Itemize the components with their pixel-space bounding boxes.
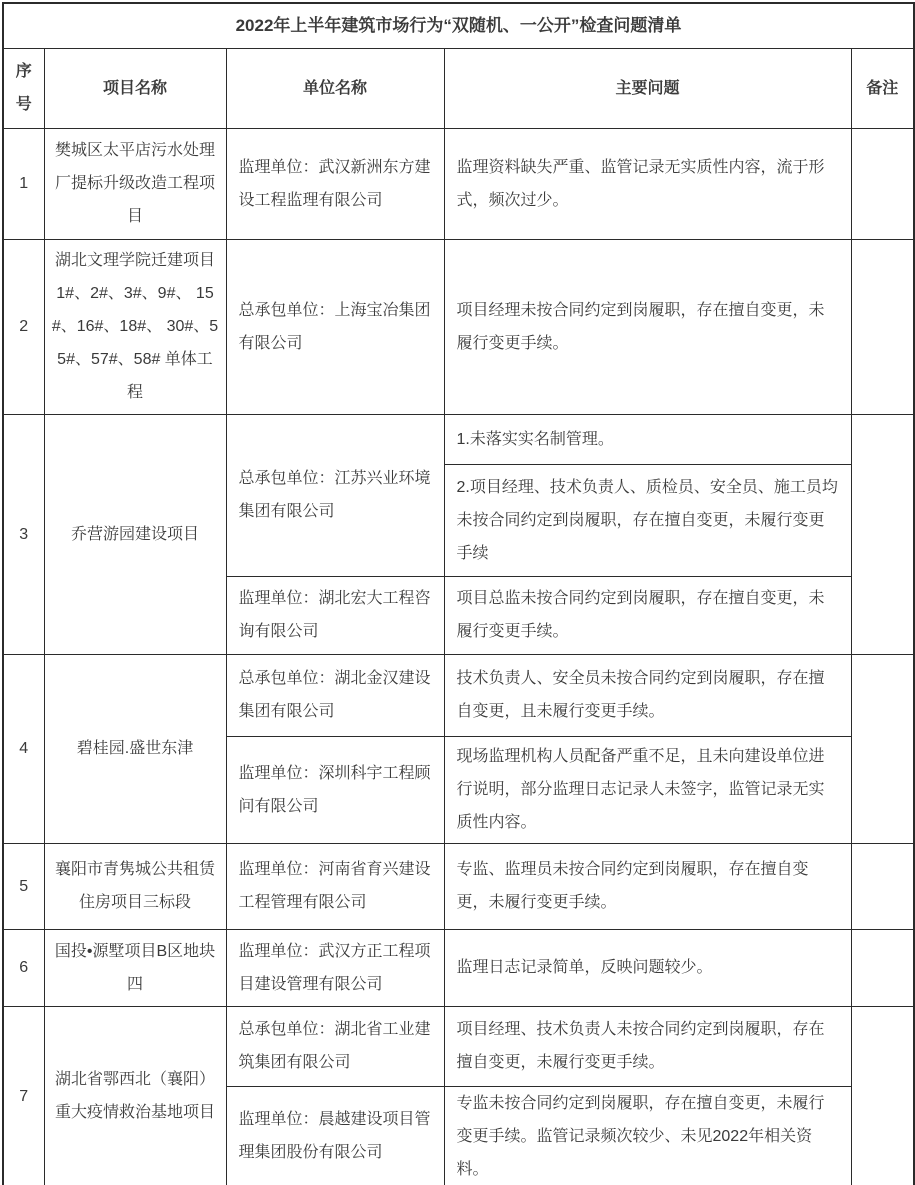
column-header-unit: 单位名称: [226, 48, 444, 128]
column-header-project: 项目名称: [44, 48, 226, 128]
main-problem-cell: 项目经理、技术负责人未按合同约定到岗履职，存在擅自变更，未履行变更手续。: [444, 1006, 851, 1086]
seq-cell: 7: [3, 1006, 44, 1185]
unit-name-cell: 监理单位：武汉方正工程项目建设管理有限公司: [226, 929, 444, 1006]
main-problem-cell: 项目总监未按合同约定到岗履职，存在擅自变更，未履行变更手续。: [444, 576, 851, 654]
seq-cell: 2: [3, 239, 44, 414]
unit-name-cell: 监理单位：湖北宏大工程咨询有限公司: [226, 576, 444, 654]
remark-cell: [851, 239, 914, 414]
column-header-remark: 备注: [851, 48, 914, 128]
project-name-cell: 碧桂园.盛世东津: [44, 654, 226, 843]
project-name-cell: 乔营游园建设项目: [44, 414, 226, 654]
main-problem-cell: 项目经理未按合同约定到岗履职，存在擅自变更，未履行变更手续。: [444, 239, 851, 414]
main-problem-cell: 监理日志记录简单，反映问题较少。: [444, 929, 851, 1006]
table-row: [3, 1006, 914, 1086]
unit-name-cell: 监理单位：深圳科宇工程顾问有限公司: [226, 736, 444, 843]
remark-cell: [851, 1006, 914, 1185]
unit-name-cell: 总承包单位：湖北省工业建筑集团有限公司: [226, 1006, 444, 1086]
main-problem-cell: 2.项目经理、技术负责人、质检员、安全员、施工员均未按合同约定到岗履职，存在擅自变更，未履行变更手续: [444, 464, 851, 576]
table-row: [3, 239, 914, 414]
table-row: [3, 654, 914, 736]
column-header-problem: 主要问题: [444, 48, 851, 128]
project-name-cell: 湖北省鄂西北（襄阳）重大疫情救治基地项目: [44, 1006, 226, 1185]
main-problem-cell: 监理资料缺失严重、监管记录无实质性内容，流于形式，频次过少。: [444, 128, 851, 239]
seq-cell: 1: [3, 128, 44, 239]
project-name-cell: 国投•源墅项目B区地块四: [44, 929, 226, 1006]
seq-cell: 6: [3, 929, 44, 1006]
main-problem-cell: 专监、监理员未按合同约定到岗履职，存在擅自变更，未履行变更手续。: [444, 843, 851, 929]
remark-cell: [851, 929, 914, 1006]
column-header-seq: 序号: [3, 48, 44, 128]
table-row: [3, 929, 914, 1006]
project-name-cell: 湖北文理学院迁建项目 1#、2#、3#、9#、 15#、16#、18#、 30#、55#、57#、58# 单体工程: [44, 239, 226, 414]
remark-cell: [851, 414, 914, 654]
unit-name-cell: 监理单位：晨越建设项目管理集团股份有限公司: [226, 1086, 444, 1185]
table-title: 2022年上半年建筑市场行为“双随机、一公开”检查问题清单: [3, 3, 914, 48]
unit-name-cell: 总承包单位：江苏兴业环境集团有限公司: [226, 414, 444, 576]
inspection-issues-table: [2, 2, 915, 1185]
table-row: [3, 128, 914, 239]
table-row: [3, 843, 914, 929]
remark-cell: [851, 843, 914, 929]
project-name-cell: 襄阳市青隽城公共租赁住房项目三标段: [44, 843, 226, 929]
table-row: [3, 414, 914, 464]
seq-cell: 3: [3, 414, 44, 654]
main-problem-cell: 现场监理机构人员配备严重不足，且未向建设单位进行说明，部分监理日志记录人未签字，监管记录无实质性内容。: [444, 736, 851, 843]
unit-name-cell: 总承包单位：湖北金汉建设集团有限公司: [226, 654, 444, 736]
project-name-cell: 樊城区太平店污水处理厂提标升级改造工程项目: [44, 128, 226, 239]
remark-cell: [851, 128, 914, 239]
unit-name-cell: 监理单位：武汉新洲东方建设工程监理有限公司: [226, 128, 444, 239]
main-problem-cell: 1.未落实实名制管理。: [444, 414, 851, 464]
seq-cell: 5: [3, 843, 44, 929]
main-problem-cell: 专监未按合同约定到岗履职，存在擅自变更，未履行变更手续。监管记录频次较少、未见2022年相关资料。: [444, 1086, 851, 1185]
remark-cell: [851, 654, 914, 843]
seq-cell: 4: [3, 654, 44, 843]
unit-name-cell: 总承包单位：上海宝冶集团有限公司: [226, 239, 444, 414]
unit-name-cell: 监理单位：河南省育兴建设工程管理有限公司: [226, 843, 444, 929]
main-problem-cell: 技术负责人、安全员未按合同约定到岗履职，存在擅自变更，且未履行变更手续。: [444, 654, 851, 736]
title-row: [3, 3, 914, 48]
header-row: [3, 48, 914, 128]
